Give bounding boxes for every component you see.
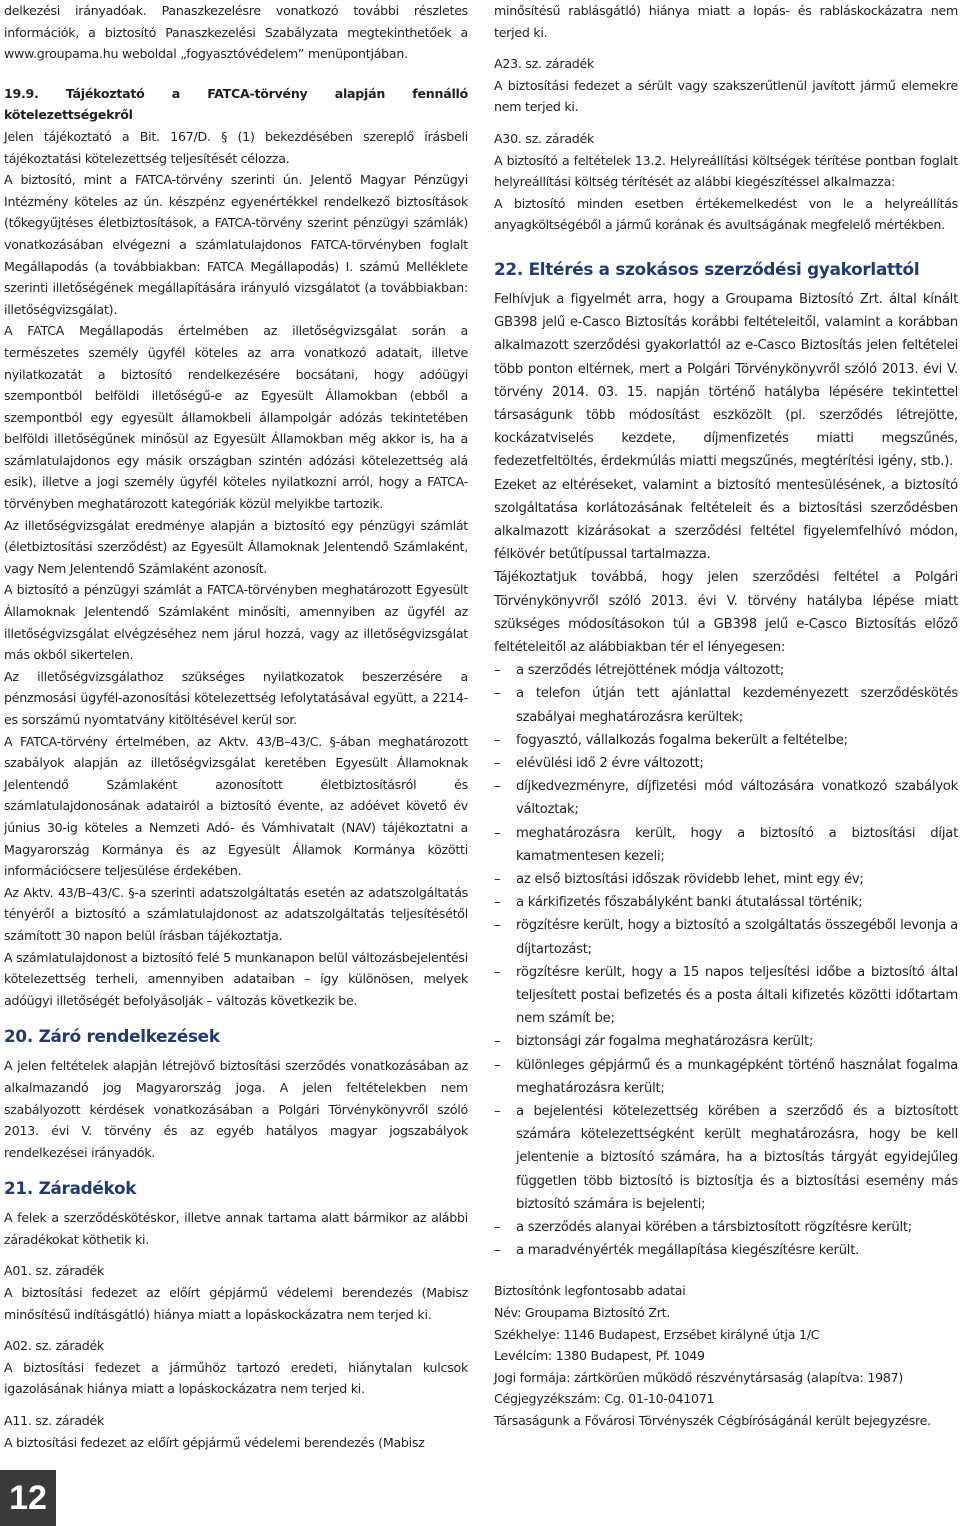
- list-item: – a bejelentési kötelezettség körében a szerződő és a biztosított számára kötelezettségként került meghatározásra, hogy be kell jelentenie a biztosító számára, ha a biztosítás tárgyát egyidejűleg független több biztosító is biztosítja és a biztosítási esemény más biztosító számára is bejelenti;: [494, 1100, 958, 1216]
- company-data-line: Jogi formája: zártkörűen működő részvénytársaság (alapítva: 1987): [494, 1369, 904, 1385]
- paragraph: A biztosító, mint a FATCA-törvény szerinti ún. Jelentő Magyar Pénzügyi Intézmény köteles az ún. készpénz egyenértékkel rendelkező biztosítások (tőkegyűjtéses életbiztosítások, a FATCA-törvény szerint pénzügyi számlák) vonatkozásában elvégezni a számlatulajdonos FATCA-törvényben foglalt Megállapodás (a továbbiakban: FATCA Megállapodás) I. számú Melléklete szerinti illetőségének megállapítására irányuló vizsgálatot (a továbbiakban: illetőségvizsgálat).: [4, 172, 468, 317]
- list-item: – rögzítésre került, hogy a 15 napos teljesítési időbe a biztosító által teljesített postai befizetés és a posta általi kifizetés közötti időtartam nem számít be;: [494, 961, 958, 1031]
- list-item: – a maradvényérték megállapítása kiegészítésre került.: [494, 1239, 958, 1262]
- page-number: 12: [0, 1470, 56, 1526]
- list-item: – biztonsági zár fogalma meghatározásra került;: [494, 1030, 958, 1053]
- paragraph: Az Aktv. 43/B–43/C. §-a szerinti adatszolgáltatás esetén az adatszolgáltatás tényéről a biztosító a számlatulajdonost az adatszolgáltatás teljesítésétől számított 30 napon belül írásban tájékoztatja.: [4, 884, 468, 943]
- list-item: – különleges gépjármű és a munkagépként történő használat fogalma meghatározásra került;: [494, 1054, 958, 1100]
- list-item: – díjkedvezményre, díjfizetési mód változására vonatkozó szabályok változtak;: [494, 775, 958, 821]
- list-item: – elévülési idő 2 évre változott;: [494, 752, 958, 775]
- section-heading-19-9: 19.9. Tájékoztató a FATCA-törvény alapján fennálló kötelezettségekről: [4, 85, 468, 123]
- clause-text-a01: A biztosítási fedezet az előírt gépjármű védelemi berendezés (Mabisz minősítésű indításgátló) hiánya miatt a lopáskockázatra nem terjed ki.: [4, 1285, 468, 1322]
- differences-list: [494, 659, 958, 1262]
- paragraph: Az illetőségvizsgálat eredménye alapján a biztosító egy pénzügyi számlát (életbiztosítási szerződést) az Egyesült Államoknak Jelentendő Számlaként, vagy Nem Jelentendő Számlaként azonosít.: [4, 517, 468, 576]
- paragraph: A FATCA Megállapodás értelmében az illetőségvizsgálat során a természetes személy ügyfél köteles az arra vonatkozó adatait, illetve nyilatkozatát a biztosító rendelkezésére bocsátani, hogy adóügyi szempontból belföldi illetőségű-e az Egyesült Államokban (ebből a szempontból egy egyesült államokbeli állampolgár adózás tekintetében belföldi illetőségűnek minősül az Egyesült Államokban még akkor is, ha a számlatulajdonos egy másik országban szintén adózási kötelezettség alá esik), illetve a jogi személy ügyfél köteles nyilatkozni arról, hogy a FATCA-törvényben meghatározott kategóriák közül melyikbe tartozik.: [4, 323, 468, 512]
- company-data-line: Székhelye: 1146 Budapest, Erzsébet királyné útja 1/C: [494, 1326, 820, 1342]
- paragraph: A felek a szerződéskötéskor, illetve annak tartama alatt bármikor az alábbi záradékokat köthetik ki.: [4, 1210, 468, 1247]
- list-item: – a kárkifizetés főszabályként banki átutalással történik;: [494, 891, 958, 914]
- list-item: – meghatározásra került, hogy a biztosító a biztosítási díjat kamatmentesen kezeli;: [494, 822, 958, 868]
- clause-text-a30: A biztosító minden esetben értékemelkedést von le a helyreállítás anyagköltségéből a jármű korának és avultságának megfelelő mértékben.: [494, 195, 958, 233]
- paragraph: delkezési irányadóak. Panaszkezelésre vonatkozó további részletes információk, a biztosító Panaszkezelési Szabályzata megtekinthetőek a www.groupama.hu weboldal „fogyasztóvédelem” menüpontjában.: [4, 3, 468, 62]
- section-heading-22: 22. Eltérés a szokásos szerződési gyakorlattól: [494, 258, 920, 279]
- company-data-line: Név: Groupama Biztosító Zrt.: [494, 1305, 671, 1321]
- list-item: – az első biztosítási időszak rövidebb lehet, mint egy év;: [494, 868, 958, 891]
- list-item: – a szerződés alanyai körében a társbiztosított rögzítésre került;: [494, 1216, 958, 1239]
- company-data-line: Társaságunk a Fővárosi Törvényszék Cégbíróságánál került bejegyzésre.: [494, 1413, 931, 1429]
- clause-text-a23: A biztosítási fedezet a sérült vagy szakszerűtlenül javított jármű elemekre nem terjed ki.: [494, 77, 958, 115]
- right-column: [494, 0, 958, 1432]
- list-item: – a szerződés létrejöttének módja változott;: [494, 659, 958, 682]
- list-item: – rögzítésre került, hogy a biztosító a szolgáltatás összegéből levonja a díjtartozást;: [494, 914, 958, 960]
- company-data-line: Cégjegyzékszám: Cg. 01-10-041071: [494, 1391, 715, 1407]
- paragraph: Tájékoztatjuk továbbá, hogy jelen szerződési feltétel a Polgári Törvénykönyvről szóló 2013. évi V. törvény hatályba lépése miatt szükséges módosításokon túl a GB398 jelű e-Casco Biztosítás előző feltételeitől az alábbiakban tér el lényegesen:: [494, 570, 958, 655]
- list-item: – fogyasztó, vállalkozás fogalma bekerült a feltételbe;: [494, 729, 958, 752]
- clause-title-a01: A01. sz. záradék: [4, 1263, 105, 1279]
- clause-text-a11: A biztosítási fedezet az előírt gépjármű védelemi berendezés (Mabisz: [4, 1434, 425, 1450]
- left-column: [4, 0, 468, 1453]
- paragraph: Felhívjuk a figyelmét arra, hogy a Groupama Biztosító Zrt. által kínált GB398 jelű e-Casco Biztosítás korábbi feltételeitől, valamint a korábban alkalmazott szerződési gyakorlattól az e-Casco Biztosítás jelen feltételei több ponton eltérnek, mert a Polgári Törvénykönyvről szóló 2013. évi V. törvény 2014. 03. 15. napján történő hatályba lépésére tekintettel társaságunk több módosítást eszközölt (pl. szerződés létrejötte, kockázatviselés kezdete, díjmenfizetés miatti megszűnés, fedezetfeltöltés, érdekmúlás miatti megszűnés, megtérítési igény, stb.).: [494, 291, 958, 470]
- clause-title-a30: A30. sz. záradék: [494, 130, 595, 146]
- clause-text-a02: A biztosítási fedezet a járműhöz tartozó eredeti, hiánytalan kulcsok igazolásának hiánya miatt a lopáskockázatra nem terjed ki.: [4, 1359, 468, 1397]
- clause-title-a02: A02. sz. záradék: [4, 1338, 105, 1354]
- clause-title-a11: A11. sz. záradék: [4, 1413, 105, 1429]
- paragraph: minősítésű rablásgátló) hiánya miatt a lopás- és rabláskockázatra nem terjed ki.: [494, 3, 958, 40]
- section-22-body: [494, 288, 958, 1263]
- section-heading-20: 20. Záró rendelkezések: [4, 1026, 220, 1047]
- company-data-title: Biztosítónk legfontosabb adatai: [494, 1283, 686, 1299]
- company-data-line: Levélcím: 1380 Budapest, Pf. 1049: [494, 1348, 705, 1364]
- section-heading-21: 21. Záradékok: [4, 1178, 137, 1199]
- clause-text-a30: A biztosító a feltételek 13.2. Helyreállítási költségek térítése pontban foglalt helyreállítási költség térítését az alábbi kiegészítéssel alkalmazza:: [494, 152, 958, 190]
- paragraph: A számlatulajdonost a biztosító felé 5 munkanapon belül változásbejelentési kötelezettség terheli, amennyiben adataiban – így különösen, melyek adóügyi illetőségét befolyásolják – változás következik be.: [4, 949, 468, 1008]
- paragraph: A jelen feltételek alapján létrejövő biztosítási szerződés vonatkozásában az alkalmazandó jog Magyarország joga. A jelen feltételekben nem szabályozott kérdések vonatkozásában a Polgári Törvénykönyvről szóló 2013. évi V. törvény és az egyéb hatályos magyar jogszabályok rendelkezései irányadók.: [4, 1058, 468, 1160]
- company-data: [494, 1302, 958, 1432]
- paragraph: A biztosító a pénzügyi számlát a FATCA-törvényben meghatározott Egyesült Államoknak Jelentendő Számlaként minősíti, amennyiben az ügyfél az illetőségvizsgálat elvégzéséhez nem járul hozzá, vagy az illetőségvizsgálat más okból sikertelen.: [4, 582, 468, 663]
- paragraph: Ezeket az eltéréseket, valamint a biztosító mentesülésének, a biztosító szolgáltatása korlátozásának feltételeit és a biztosítási szerződésben alkalmazott kizárásokat a szerződési feltétel figyelemfelhívó módon, félkövér betűtípussal tartalmazza.: [494, 477, 958, 563]
- paragraph: A FATCA-törvény értelmében, az Aktv. 43/B–43/C. §-ában meghatározott szabályok alapján az illetőségvizsgálat keretében Egyesült Államoknak Jelentendő Számlaként azonosított életbiztosításról és számlatulajdonosának adatairól a biztosító évente, az adóévet követő év június 30-ig köteles a Nemzeti Adó- és Vámhivatalt (NAV) tájékoztatni a Magyarország Kormánya és az Egyesült Államok Kormánya közötti információcsere teljesülése érdekében.: [4, 733, 468, 879]
- paragraph: Az illetőségvizsgálathoz szükséges nyilatkozatok beszerzésére a pénzmosási ügyfél-azonosítási kötelezettség lefolytatásával együtt, a 2214-es sorszámú nyomtatvány kitöltésével kerül sor.: [4, 668, 468, 727]
- clause-title-a23: A23. sz. záradék: [494, 56, 595, 72]
- paragraph: Jelen tájékoztató a Bit. 167/D. § (1) bekezdésében szereplő írásbeli tájékoztatási kötelezettség teljesítését célozza.: [4, 128, 468, 166]
- list-item: – a telefon útján tett ajánlattal kezdeményezett szerződéskötés szabályai meghatározásra kerültek;: [494, 682, 958, 728]
